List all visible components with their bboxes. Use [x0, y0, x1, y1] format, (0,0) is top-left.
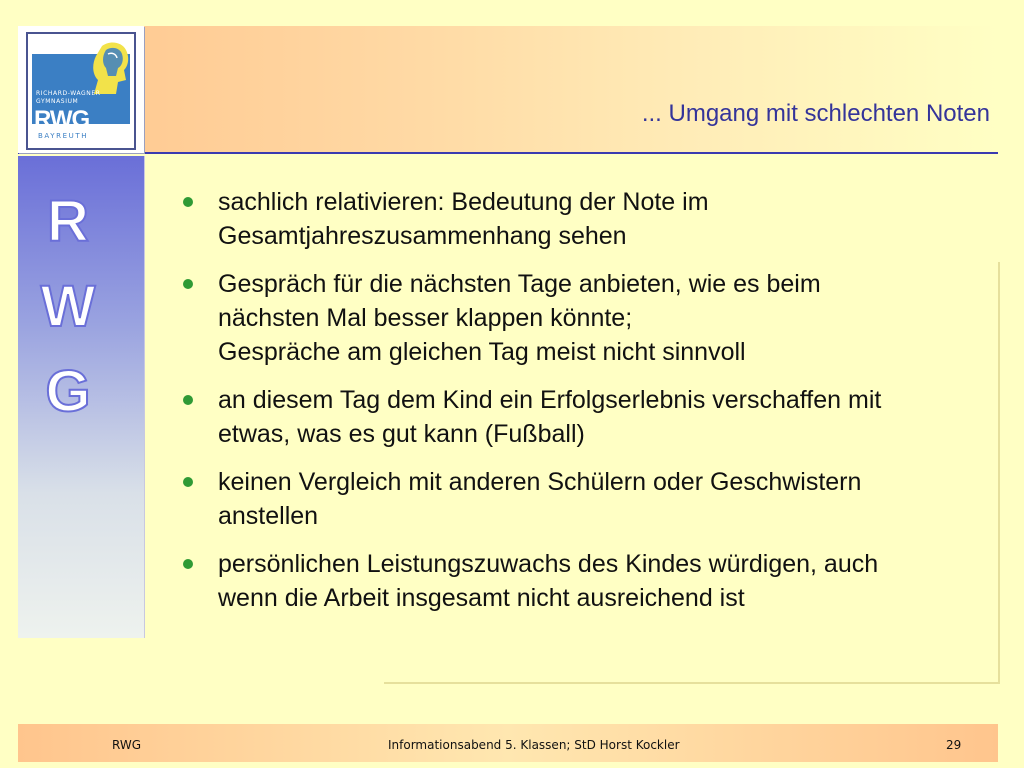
- logo-abbreviation: RWG: [34, 106, 90, 133]
- bullet-item: [180, 465, 990, 533]
- footer-left-label: RWG: [112, 738, 142, 752]
- slide-title: ... Umgang mit schlechten Noten: [641, 100, 990, 127]
- logo-name-line2: GYMNASIUM: [36, 98, 79, 105]
- logo-name-line1: RICHARD-WAGNER: [36, 90, 101, 97]
- header-band: [18, 26, 998, 153]
- logo-frame: [26, 32, 136, 150]
- sidebar-letter-w: W: [40, 274, 96, 339]
- page-number: 29: [946, 738, 962, 752]
- portrait-silhouette-icon: [88, 40, 132, 96]
- logo-inner: [32, 38, 130, 144]
- bullet-dot-icon: [183, 477, 193, 487]
- bullet-item: [180, 185, 990, 253]
- logo-city: BAYREUTH: [38, 132, 89, 140]
- slide-footer: [18, 724, 998, 762]
- bullet-item: [180, 267, 990, 369]
- sidebar-letter-g: G: [45, 359, 91, 424]
- bullet-item: [180, 547, 990, 615]
- bullet-text: Gespräch für die nächsten Tage anbieten, wie es beim nächsten Mal besser klappen könnte; Gespräche am gleichen Tag meist nicht sinnvoll: [218, 270, 821, 366]
- bullet-text: keinen Vergleich mit anderen Schülern oder Geschwistern anstellen: [218, 468, 862, 530]
- bullet-text: persönlichen Leistungszuwachs des Kindes würdigen, auch wenn die Arbeit insgesamt nicht ausreichend ist: [218, 550, 879, 612]
- header-divider: [18, 152, 998, 154]
- sidebar-band: [18, 156, 145, 638]
- bullet-text: an diesem Tag dem Kind ein Erfolgserlebnis verschaffen mit etwas, was es gut kann (Fußball): [218, 386, 882, 448]
- school-logo: [18, 26, 144, 153]
- bullet-item: [180, 383, 990, 451]
- bullet-list: [180, 185, 990, 629]
- footer-center-label: Informationsabend 5. Klassen; StD Horst Kockler: [388, 738, 680, 752]
- bullet-dot-icon: [183, 197, 193, 207]
- bullet-dot-icon: [183, 279, 193, 289]
- sidebar-letter-r: R: [47, 189, 89, 254]
- bullet-dot-icon: [183, 559, 193, 569]
- bullet-text: sachlich relativieren: Bedeutung der Note im Gesamtjahreszusammenhang sehen: [218, 188, 709, 250]
- bullet-dot-icon: [183, 395, 193, 405]
